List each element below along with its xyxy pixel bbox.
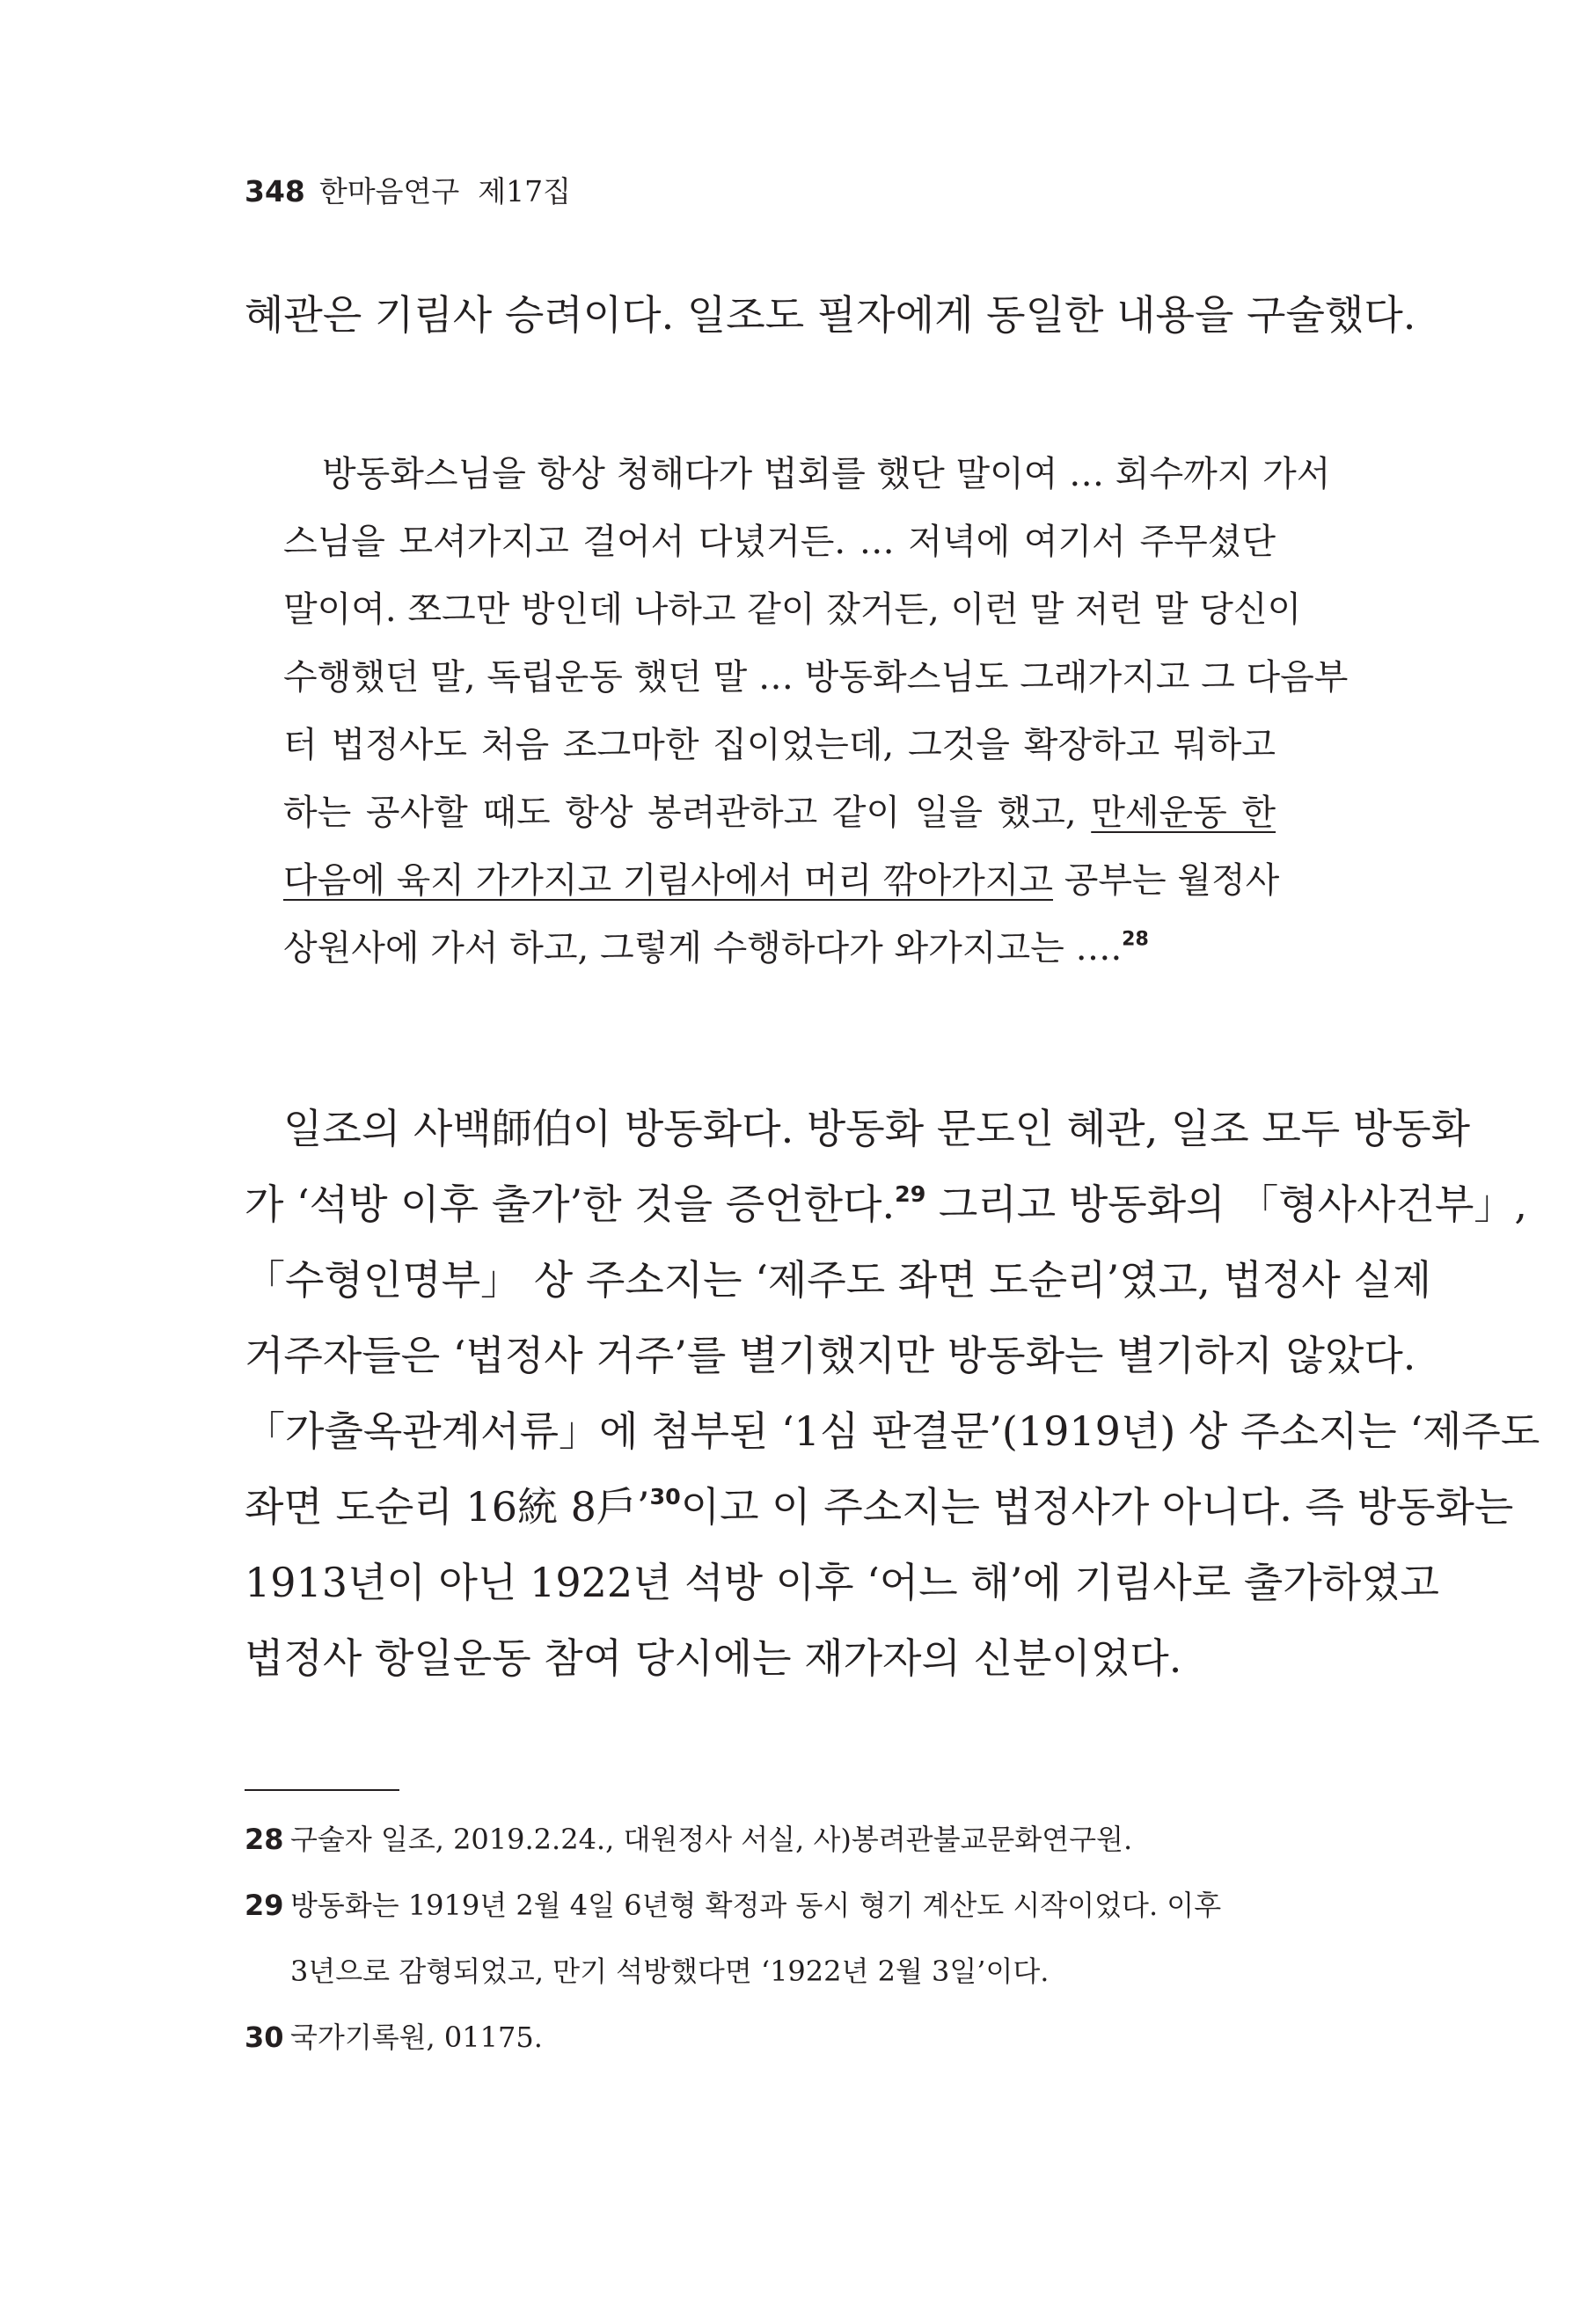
quote-line [283, 925, 1276, 971]
body-line: 거주자들은 ‘법정사 거주’를 별기했지만 방동화는 별기하지 않았다. [245, 1332, 1416, 1379]
footnote-number: 30 [245, 2021, 284, 2054]
quote-text: 상원사에 가서 하고, 그렇게 수행하다가 와가지고는 …. [283, 928, 1123, 968]
page-number: 348 [245, 174, 305, 208]
footnote-28 [245, 1821, 1132, 1858]
body-text: 좌면 도순리 16統 8戶’ [245, 1483, 650, 1531]
footnote-number: 28 [245, 1823, 284, 1856]
body-line [245, 1178, 1528, 1231]
quote-line: 수행했던 말, 독립운동 했던 말 … 방동화스님도 그래가지고 그 다음부 [283, 657, 1349, 698]
body-line: 법정사 항일운동 참여 당시에는 재가자의 신분이었다. [245, 1634, 1182, 1682]
intro-paragraph: 혜관은 기림사 승려이다. 일조도 필자에게 동일한 내용을 구술했다. [245, 291, 1416, 339]
footnote-ref: 28 [1122, 928, 1149, 951]
body-line: 「가출옥관계서류」에 첨부된 ‘1심 판결문’(1919년) 상 주소지는 ‘제주도 [245, 1407, 1540, 1455]
body-text: 이고 이 주소지는 법정사가 아니다. 즉 방동화는 [680, 1483, 1514, 1531]
body-line: 1913년이 아닌 1922년 석방 이후 ‘어느 해’에 기림사로 출가하였고 [245, 1559, 1439, 1606]
quote-line: 터 법정사도 처음 조그마한 집이었는데, 그것을 확장하고 뭐하고 [283, 725, 1276, 765]
footnote-ref: 30 [649, 1484, 681, 1510]
footnote-text: 방동화는 1919년 2월 4일 6년형 확정과 동시 형기 계산도 시작이었다. 이후 [290, 1889, 1222, 1922]
quote-text: 하는 공사할 때도 항상 봉려관하고 같이 일을 했고, [283, 793, 1092, 833]
footnote-number: 29 [245, 1889, 284, 1922]
footnote-29 [245, 1887, 1221, 1924]
footnote-text: 구술자 일조, 2019.2.24., 대원정사 서실, 사)봉려관불교문화연구원. [290, 1823, 1133, 1856]
journal-title: 한마음연구 제17집 [318, 174, 572, 208]
quote-line [283, 858, 1280, 903]
body-line: 「수형인명부」 상 주소지는 ‘제주도 좌면 도순리’였고, 법정사 실제 [245, 1256, 1432, 1304]
underlined-quote-text: 만세운동 한 [1091, 793, 1276, 833]
body-line [245, 1480, 1514, 1533]
quote-line: 방동화스님을 항상 청해다가 법회를 했단 말이여 … 회수까지 가서 [322, 454, 1331, 494]
body-text: 그리고 방동화의 「형사사건부」, [925, 1180, 1528, 1228]
footnote-ref: 29 [895, 1181, 926, 1208]
underlined-quote-text: 다음에 육지 가가지고 기림사에서 머리 깎아가지고 [283, 860, 1054, 901]
quote-line: 스님을 모셔가지고 걸어서 다녔거든. … 저녁에 여기서 주무셨단 [283, 522, 1276, 562]
body-line: 일조의 사백師伯이 방동화다. 방동화 문도인 혜관, 일조 모두 방동화 [283, 1105, 1471, 1152]
footnote-separator [245, 1789, 399, 1791]
footnote-continuation: 3년으로 감형되었고, 만기 석방했다면 ‘1922년 2월 3일’이다. [290, 1955, 1050, 1988]
quote-text: 공부는 월정사 [1053, 860, 1280, 901]
body-text: 가 ‘석방 이후 출가’한 것을 증언한다. [245, 1180, 896, 1228]
quote-line: 말이여. 쪼그만 방인데 나하고 같이 잤거든, 이런 말 저런 말 당신이 [283, 589, 1302, 630]
footnote-30 [245, 2019, 543, 2056]
footnote-text: 국가기록원, 01175. [290, 2021, 543, 2054]
running-head [245, 172, 571, 211]
quote-line [283, 790, 1276, 836]
